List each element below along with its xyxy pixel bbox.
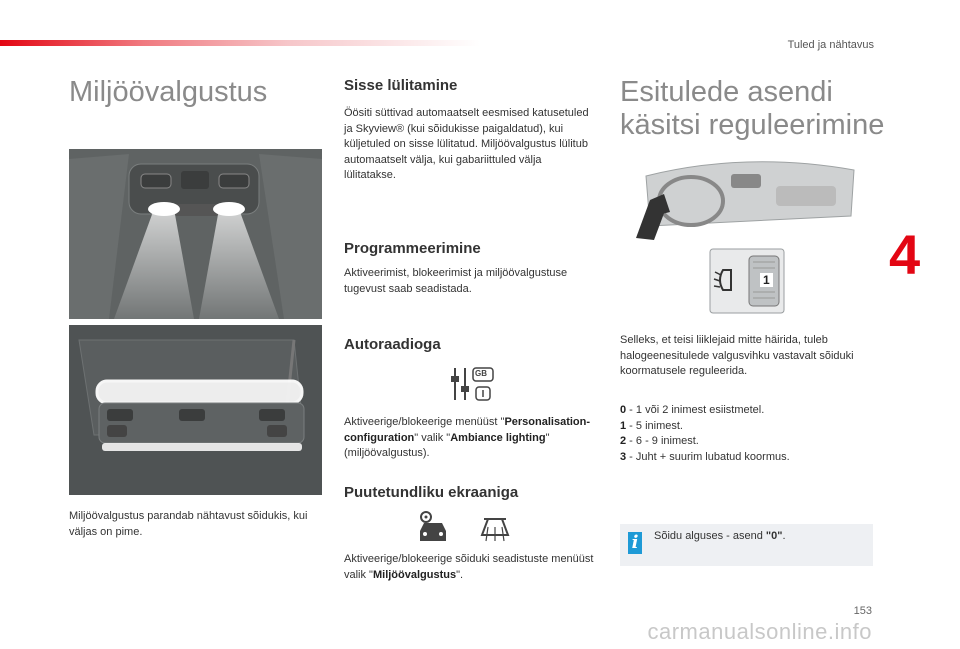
vehicle-settings-icon [416,509,450,545]
header-accent-bar [0,40,480,46]
section-title: Tuled ja nähtavus [787,39,874,51]
info-box [620,524,873,566]
title-headlamp-adjust: Esitulede asendi käsitsi reguleerimine [620,76,885,141]
heading-switching-on: Sisse lülitamine [344,77,458,94]
radio-settings-icon [449,364,495,404]
caption-ambient: Miljöövalgustus parandab nähtavust sõidukis, kui väljas on pime. [69,510,308,538]
heading-programming: Programmeerimine [344,240,481,257]
chapter-number: 4 [889,223,921,286]
ceiling-light-illustration [69,149,322,319]
sunroof-light-illustration [69,325,322,495]
thumbwheel-position-label: 1 [760,273,773,287]
text-headlamp-intro: Selleks, et teisi liiklejaid mitte häirida, tuleb halogeenesitulede valgusvihku vastavalt sõiduki koormatusele reguleerida. [620,334,854,377]
dashboard-illustration [636,156,856,240]
info-icon: i [628,532,642,554]
heading-radio: Autoraadioga [344,336,441,353]
title-ambient-lighting: Miljöövalgustus [69,76,268,108]
text-switching-on: Öösiti süttivad automaatselt eesmised katusetuled ja Skyview® (kui sõidukisse paigaldatud), kui küljetuled on sisse lülitatud. Miljöövalgustus lülitub automaatselt välja, kui gabariittuled välja lülitatakse. [344,107,589,181]
position-item: 1 - 5 inimest. [620,419,683,432]
text-programming: Aktiveerimist, blokeerimist ja miljöövalgustuse tugevust saab seadistada. [344,267,568,295]
watermark: carmanualsonline.info [647,619,872,644]
ambient-light-icon [478,509,512,545]
headlamp-thumbwheel-illustration [709,248,785,314]
position-item: 3 - Juht + suurim lubatud koormus. [620,450,790,463]
position-item: 2 - 6 - 9 inimest. [620,435,699,447]
radio-icon-label: GB [475,369,487,378]
heading-touchscreen: Puutetundliku ekraaniga [344,484,519,501]
page-number: 153 [853,605,872,617]
position-list [620,403,873,465]
text-radio: Aktiveerige/blokeerige menüüst "Personalisation-configuration" valik "Ambiance lighting" (miljöövalgustus). [344,416,591,459]
position-item: 0 - 1 või 2 inimest esiistmetel. [620,404,765,416]
info-text: Sõidu alguses - asend "0". [654,530,786,542]
text-touchscreen: Aktiveerige/blokeerige sõiduki seadistuste menüüst valik "Miljöövalgustus". [344,553,594,581]
